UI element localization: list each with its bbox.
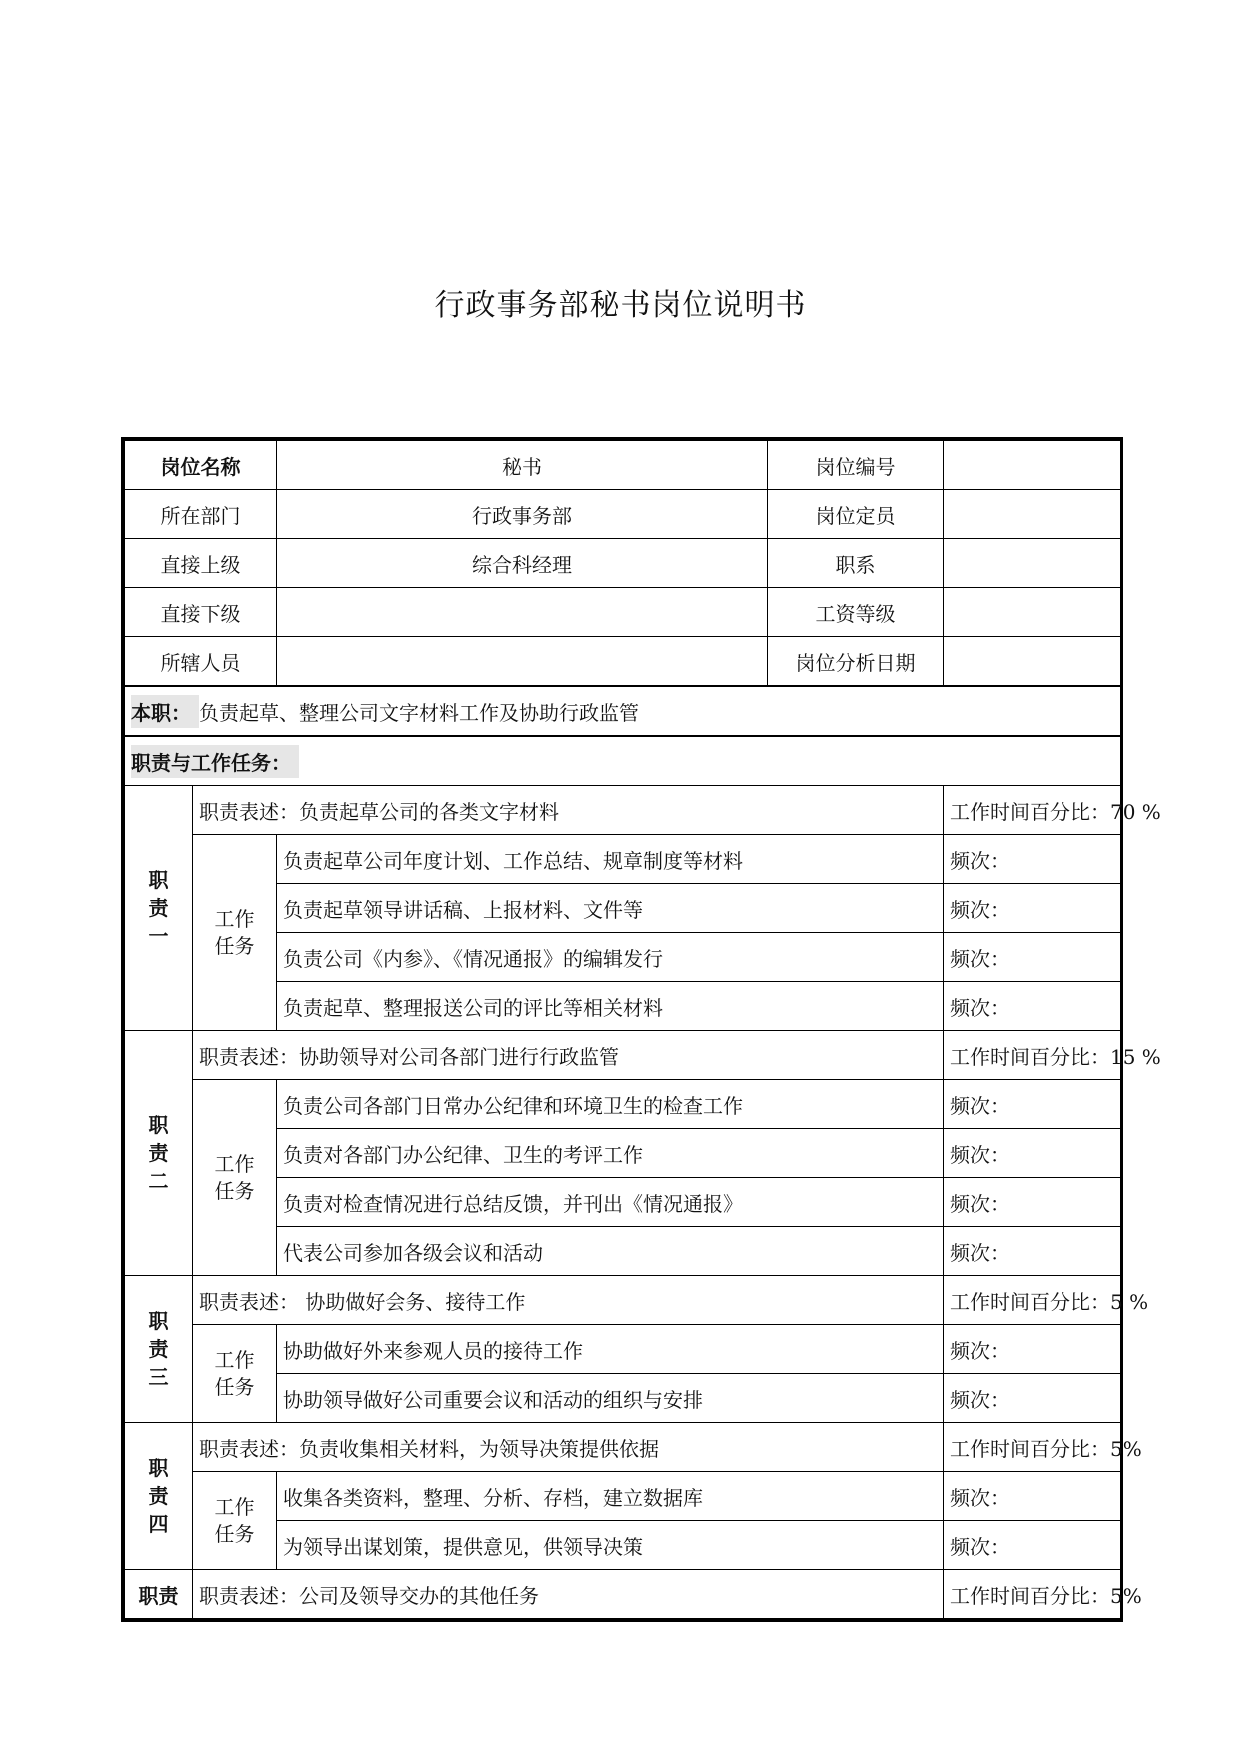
field-label: 工资等级 <box>768 588 944 637</box>
main-duty-text: 负责起草、整理公司文字材料工作及协助行政监管 <box>199 700 639 725</box>
field-value <box>944 441 1121 490</box>
table-row <box>125 637 1121 687</box>
field-value <box>277 588 768 637</box>
task-frequency: 频次： <box>944 1178 1121 1227</box>
table-row <box>125 539 1121 588</box>
task-text: 协助做好外来参观人员的接待工作 <box>277 1325 944 1374</box>
duties-header-label: 职责与工作任务： <box>131 745 299 778</box>
task-text: 协助领导做好公司重要会议和活动的组织与安排 <box>277 1374 944 1423</box>
duty-name: 职 责 二 <box>125 1031 193 1276</box>
task-text: 负责公司各部门日常办公纪律和环境卫生的检查工作 <box>277 1080 944 1129</box>
duty-statement-row <box>125 1276 1121 1325</box>
task-text: 负责起草领导讲话稿、上报材料、文件等 <box>277 884 944 933</box>
table-row <box>125 441 1121 490</box>
duty-statement-row <box>125 786 1121 835</box>
task-text: 负责起草、整理报送公司的评比等相关材料 <box>277 982 944 1031</box>
task-frequency: 频次： <box>944 1227 1121 1276</box>
task-label: 工作 任务 <box>193 1080 277 1276</box>
task-label: 工作 任务 <box>193 835 277 1031</box>
task-label: 工作 任务 <box>193 1472 277 1570</box>
task-text: 收集各类资料，整理、分析、存档，建立数据库 <box>277 1472 944 1521</box>
table-row <box>125 490 1121 539</box>
duty-percent: 工作时间百分比：5% <box>944 1570 1121 1619</box>
duty-percent: 工作时间百分比：70 % <box>944 786 1121 835</box>
task-frequency: 频次： <box>944 1521 1121 1570</box>
duty-name: 职责 <box>125 1570 193 1619</box>
field-value <box>944 637 1121 687</box>
duty-name: 职 责 三 <box>125 1276 193 1423</box>
task-text: 负责公司《内参》、《情况通报》的编辑发行 <box>277 933 944 982</box>
duty-statement: 职责表述：负责收集相关材料，为领导决策提供依据 <box>193 1423 944 1472</box>
duties-header-cell <box>125 736 1121 786</box>
field-value <box>277 637 768 687</box>
field-label: 直接下级 <box>125 588 277 637</box>
duty-name: 职 责 四 <box>125 1423 193 1570</box>
field-value: 综合科经理 <box>277 539 768 588</box>
task-frequency: 频次： <box>944 835 1121 884</box>
field-label: 岗位定员 <box>768 490 944 539</box>
task-frequency: 频次： <box>944 982 1121 1031</box>
field-value <box>944 539 1121 588</box>
field-label: 直接上级 <box>125 539 277 588</box>
task-frequency: 频次： <box>944 933 1121 982</box>
task-frequency: 频次： <box>944 1080 1121 1129</box>
task-frequency: 频次： <box>944 1129 1121 1178</box>
main-duty-row <box>125 686 1121 736</box>
duty-percent: 工作时间百分比：5% <box>944 1423 1121 1472</box>
duty-statement-row <box>125 1423 1121 1472</box>
duty-statement-row <box>125 1031 1121 1080</box>
task-frequency: 频次： <box>944 1472 1121 1521</box>
duty-percent: 工作时间百分比：15 % <box>944 1031 1121 1080</box>
duty-percent: 工作时间百分比：5 % <box>944 1276 1121 1325</box>
field-value <box>944 490 1121 539</box>
field-value: 秘书 <box>277 441 768 490</box>
duty-name: 职 责 一 <box>125 786 193 1031</box>
task-text: 负责对检查情况进行总结反馈，并刊出《情况通报》 <box>277 1178 944 1227</box>
task-label: 工作 任务 <box>193 1325 277 1423</box>
main-duty-cell <box>125 686 1121 736</box>
task-row <box>125 1325 1121 1374</box>
duties-header-row <box>125 736 1121 786</box>
duty-statement-row <box>125 1570 1121 1619</box>
table-row <box>125 588 1121 637</box>
task-text: 为领导出谋划策，提供意见，供领导决策 <box>277 1521 944 1570</box>
duty-statement: 职责表述：负责起草公司的各类文字材料 <box>193 786 944 835</box>
main-duty-label: 本职： <box>131 695 199 728</box>
task-row <box>125 1472 1121 1521</box>
task-frequency: 频次： <box>944 1374 1121 1423</box>
task-text: 代表公司参加各级会议和活动 <box>277 1227 944 1276</box>
field-label: 岗位分析日期 <box>768 637 944 687</box>
table-body <box>125 441 1161 1619</box>
duty-statement: 职责表述： 协助做好会务、接待工作 <box>193 1276 944 1325</box>
field-label: 职系 <box>768 539 944 588</box>
duty-statement: 职责表述：公司及领导交办的其他任务 <box>193 1570 944 1619</box>
field-value: 行政事务部 <box>277 490 768 539</box>
task-frequency: 频次： <box>944 884 1121 933</box>
task-frequency: 频次： <box>944 1325 1121 1374</box>
field-value <box>944 588 1121 637</box>
task-row <box>125 1080 1121 1129</box>
field-label: 所辖人员 <box>125 637 277 687</box>
task-text: 负责对各部门办公纪律、卫生的考评工作 <box>277 1129 944 1178</box>
task-text: 负责起草公司年度计划、工作总结、规章制度等材料 <box>277 835 944 884</box>
duty-statement: 职责表述：协助领导对公司各部门进行行政监管 <box>193 1031 944 1080</box>
field-label: 所在部门 <box>125 490 277 539</box>
field-label: 岗位名称 <box>125 441 277 490</box>
task-row <box>125 835 1121 884</box>
document-title: 行政事务部秘书岗位说明书 <box>434 288 807 323</box>
field-label: 岗位编号 <box>768 441 944 490</box>
job-description-table <box>121 437 1161 1622</box>
